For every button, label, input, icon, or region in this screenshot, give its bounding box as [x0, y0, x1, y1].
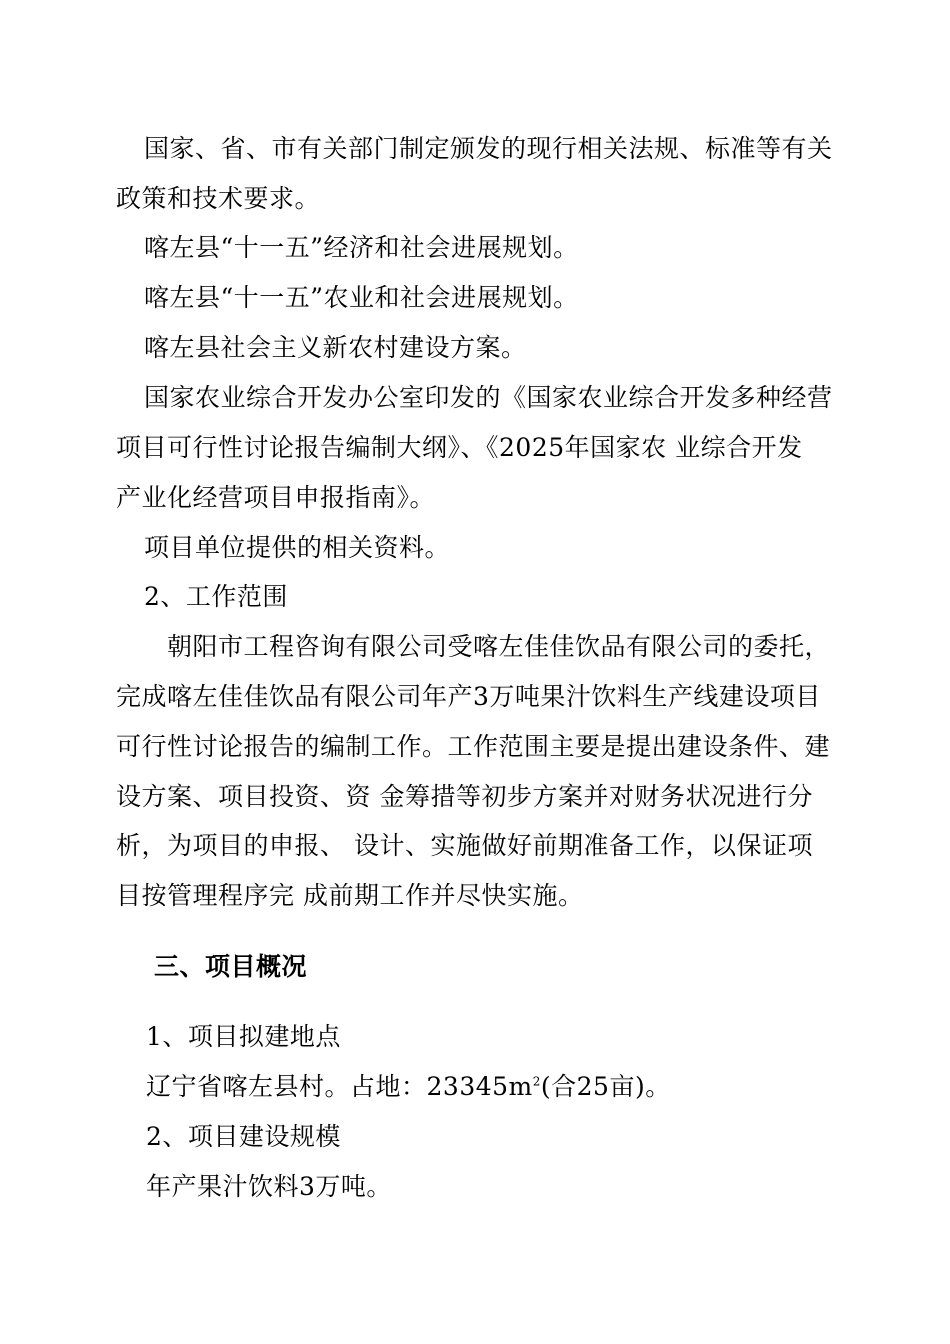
basis-item4: 喀左县社会主义新农村建设方案。 — [144, 333, 527, 362]
location-text-tail: (合25亩)。 — [540, 1072, 671, 1101]
basis-item5-line2: 项目可行性讨论报告编制大纲》、《2025年国家农 业综合开发 — [116, 433, 803, 462]
section-heading-overview: 三、项目概况 — [154, 952, 308, 981]
basis-item5-line3: 产业化经营项目申报指南》。 — [116, 483, 436, 512]
basis-item6: 项目单位提供的相关资料。 — [144, 533, 451, 562]
scope-para-line2: 完成喀左佳佳饮品有限公司年产3万吨果汁饮料生产线建设项目 — [116, 682, 821, 711]
scale-text: 年产果汁饮料3万吨。 — [146, 1172, 392, 1201]
basis-item1-line2: 政策和技术要求。 — [116, 184, 321, 213]
scope-para-line3: 可行性讨论报告的编制工作。工作范围主要是提出建设条件、建 — [116, 732, 831, 761]
location-text-main: 辽宁省喀左县村。占地：23345m — [146, 1072, 533, 1101]
scope-para-line6: 目按管理程序完 成前期工作并尽快实施。 — [116, 881, 584, 910]
scope-heading: 2、工作范围 — [144, 582, 288, 611]
area-superscript: 2 — [532, 1074, 541, 1089]
basis-item2: 喀左县“十一五”经济和社会进展规划。 — [144, 233, 579, 262]
scope-para-line5: 析，为项目的申报、 设计、实施做好前期准备工作，以保证项 — [116, 831, 813, 860]
basis-item5-line1: 国家农业综合开发办公室印发的《国家农业综合开发多种经营 — [144, 383, 833, 412]
basis-item3: 喀左县“十一五”农业和社会进展规划。 — [144, 283, 579, 312]
location-heading: 1、项目拟建地点 — [146, 1022, 341, 1051]
scope-para-line1: 朝阳市工程咨询有限公司受喀左佳佳饮品有限公司的委托， — [167, 632, 831, 661]
location-text — [146, 1070, 671, 1104]
scope-para-line4: 设方案、项目投资、资 金筹措等初步方案并对财务状况进行分 — [116, 782, 813, 811]
scale-heading: 2、项目建设规模 — [146, 1122, 341, 1151]
basis-item1-line1: 国家、省、市有关部门制定颁发的现行相关法规、标准等有关 — [144, 134, 833, 163]
